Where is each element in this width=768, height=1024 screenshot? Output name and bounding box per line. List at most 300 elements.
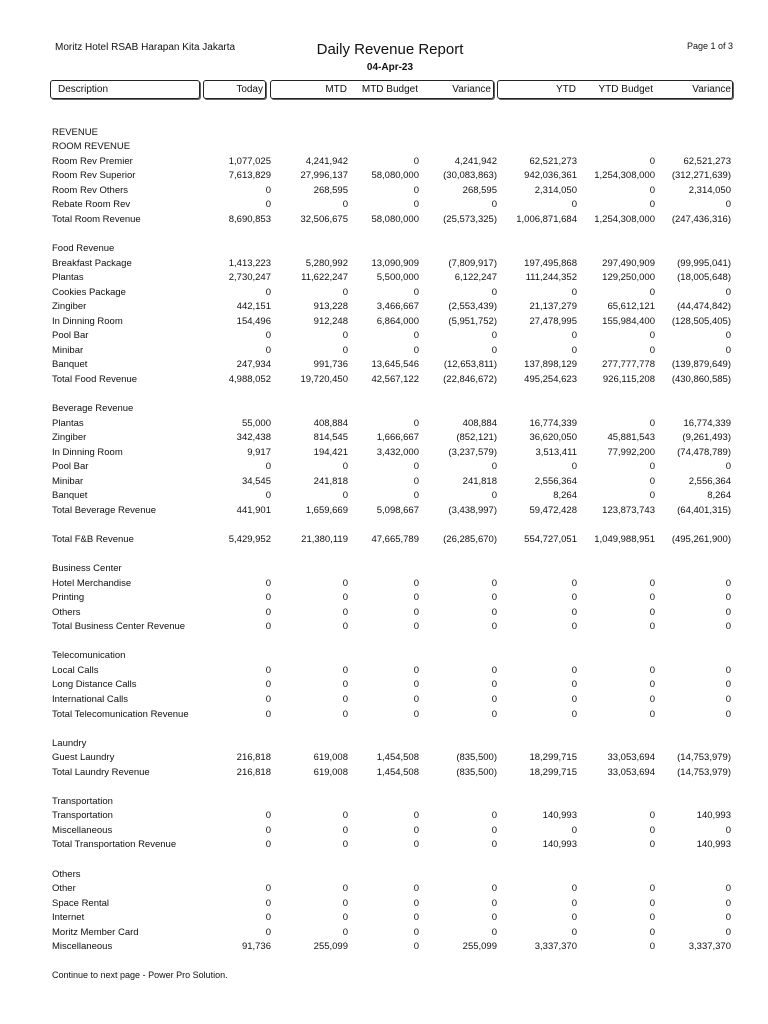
cell-today: 0: [265, 926, 271, 938]
cell-mtd-variance: (3,438,997): [448, 504, 497, 516]
cell-mtd-budget: 6,864,000: [376, 315, 419, 327]
cell-ytd-budget: 0: [649, 490, 655, 502]
row-label: Banquet: [52, 490, 88, 502]
cell-mtd-variance: (26,285,670): [443, 534, 497, 545]
cell-mtd-budget: 13,645,546: [371, 359, 419, 371]
section-heading: Business Center: [52, 563, 122, 575]
table-row: [52, 504, 731, 519]
cell-mtd: 0: [342, 839, 348, 851]
cell-mtd: 0: [342, 694, 348, 706]
cell-mtd-variance: (835,500): [456, 766, 497, 778]
cell-mtd-variance: 0: [491, 839, 497, 851]
cell-ytd-variance: 0: [725, 344, 731, 356]
cell-ytd-budget: 33,053,694: [607, 752, 655, 764]
cell-ytd-variance: (14,753,979): [677, 752, 731, 764]
cell-ytd-budget: 0: [649, 708, 655, 720]
cell-ytd: 3,513,411: [535, 446, 577, 458]
cell-today: 0: [265, 330, 271, 342]
column-header-description: Description: [58, 84, 109, 95]
cell-ytd-budget: 65,612,121: [607, 301, 655, 313]
table-row: [52, 708, 731, 723]
cell-ytd-variance: 0: [725, 679, 731, 691]
cell-mtd-budget: 0: [413, 912, 419, 924]
cell-mtd-variance: 4,241,942: [454, 155, 497, 167]
row-label: Hotel Merchandise: [52, 577, 132, 589]
cell-mtd-budget: 0: [413, 286, 419, 298]
cell-mtd-variance: 6,122,247: [454, 272, 497, 284]
cell-ytd-variance: 2,314,050: [688, 184, 731, 196]
cell-mtd-variance: 0: [491, 679, 497, 691]
table-row: [52, 766, 731, 781]
cell-mtd-budget: 0: [413, 199, 419, 211]
report-section: [52, 242, 731, 387]
cell-ytd-variance: 2,556,364: [688, 475, 731, 487]
cell-ytd: 111,244,352: [525, 272, 577, 284]
cell-mtd-variance: 0: [491, 606, 497, 618]
cell-mtd: 0: [342, 708, 348, 720]
column-header-mtd-variance: Variance: [452, 84, 491, 95]
cell-today: 0: [265, 708, 271, 720]
cell-mtd-variance: 0: [491, 926, 497, 938]
row-label: Pool Bar: [52, 461, 89, 473]
cell-mtd-budget: 0: [413, 926, 419, 938]
cell-ytd-variance: 0: [725, 912, 731, 924]
cell-ytd-budget: 0: [649, 839, 655, 851]
cell-mtd-variance: 241,818: [462, 475, 497, 487]
cell-ytd-variance: 0: [725, 199, 731, 211]
row-label: Pool Bar: [52, 330, 89, 342]
cell-today: 0: [265, 184, 271, 196]
cell-mtd-budget: 0: [413, 708, 419, 720]
cell-ytd: 0: [571, 199, 577, 211]
cell-ytd: 18,299,715: [529, 752, 577, 764]
cell-ytd: 0: [571, 926, 577, 938]
table-row: [52, 533, 731, 548]
cell-today: 0: [265, 839, 271, 851]
row-label: International Calls: [52, 694, 129, 706]
cell-ytd-variance: (128,505,405): [671, 315, 731, 327]
cell-ytd: 0: [571, 679, 577, 691]
cell-ytd-budget: 0: [649, 897, 655, 909]
cell-ytd-variance: (139,879,649): [671, 359, 731, 371]
cell-mtd: 0: [342, 926, 348, 938]
cell-mtd-budget: 0: [413, 883, 419, 895]
report-section: [52, 126, 731, 228]
table-row: [52, 446, 731, 461]
cell-today: 247,934: [236, 359, 271, 371]
cell-mtd: 619,008: [313, 752, 348, 764]
cell-ytd-variance: 16,774,339: [683, 417, 731, 429]
cell-ytd-budget: 1,049,988,951: [594, 534, 655, 545]
cell-mtd-variance: (5,951,752): [448, 315, 497, 327]
cell-ytd: 62,521,273: [529, 155, 577, 167]
report-table: [52, 126, 731, 955]
cell-ytd-budget: 0: [649, 461, 655, 473]
cell-ytd: 16,774,339: [529, 417, 577, 429]
cell-ytd: 2,556,364: [534, 475, 577, 487]
row-label: Miscellaneous: [52, 941, 113, 953]
row-label: Room Rev Others: [52, 184, 129, 196]
table-row: [52, 838, 731, 853]
cell-mtd-budget: 0: [413, 839, 419, 851]
cell-today: 0: [265, 490, 271, 502]
cell-ytd-budget: 0: [649, 824, 655, 836]
cell-mtd-variance: 0: [491, 199, 497, 211]
cell-ytd: 59,472,428: [529, 504, 577, 516]
table-row: [52, 460, 731, 475]
table-row: [52, 257, 731, 272]
cell-ytd-budget: 0: [649, 810, 655, 822]
cell-today: 1,413,223: [228, 257, 271, 269]
cell-ytd-variance: 0: [725, 926, 731, 938]
cell-mtd: 0: [342, 461, 348, 473]
cell-mtd-variance: 0: [491, 810, 497, 822]
cell-today: 0: [265, 199, 271, 211]
cell-mtd-budget: 1,454,508: [376, 752, 419, 764]
cell-today: 0: [265, 897, 271, 909]
row-label: Space Rental: [52, 897, 110, 909]
cell-today: 0: [265, 344, 271, 356]
cell-mtd-variance: 0: [491, 490, 497, 502]
section-heading: Beverage Revenue: [52, 403, 134, 415]
cell-ytd-variance: 0: [725, 708, 731, 720]
cell-today: 442,151: [236, 301, 271, 313]
cell-ytd-variance: 0: [725, 577, 731, 589]
row-label: Other: [52, 883, 76, 895]
cell-today: 1,077,025: [228, 155, 271, 167]
cell-ytd-budget: 155,984,400: [602, 315, 655, 327]
cell-ytd-variance: 0: [725, 461, 731, 473]
cell-mtd-variance: 0: [491, 824, 497, 836]
cell-mtd: 0: [342, 199, 348, 211]
cell-ytd-variance: 140,993: [696, 810, 731, 822]
row-label: Internet: [52, 912, 85, 924]
cell-ytd-budget: 0: [649, 926, 655, 938]
row-label: Total Room Revenue: [52, 213, 141, 225]
cell-ytd-budget: 0: [649, 912, 655, 924]
cell-ytd-budget: 1,254,308,000: [594, 170, 655, 182]
section-heading: Telecomunication: [52, 650, 126, 662]
row-label: Moritz Member Card: [52, 926, 139, 938]
row-label: Total Telecomunication Revenue: [52, 708, 189, 720]
cell-mtd-variance: 0: [491, 708, 497, 720]
cell-mtd-budget: 58,080,000: [371, 213, 419, 225]
table-row: [52, 911, 731, 926]
row-label: Room Rev Superior: [52, 170, 136, 182]
cell-today: 154,496: [236, 315, 271, 327]
section-heading: Others: [52, 868, 81, 880]
table-row: [52, 940, 731, 955]
table-row: [52, 475, 731, 490]
cell-ytd-variance: 0: [725, 286, 731, 298]
cell-mtd-budget: 3,466,667: [376, 301, 419, 313]
cell-ytd: 8,264: [553, 490, 577, 502]
cell-mtd-budget: 42,567,122: [371, 373, 419, 385]
cell-today: 0: [265, 679, 271, 691]
page-indicator: Page 1 of 3: [686, 41, 733, 51]
cell-ytd: 197,495,868: [524, 257, 577, 269]
row-label: Zingiber: [52, 301, 87, 313]
cell-mtd-budget: 0: [413, 621, 419, 633]
cell-mtd-variance: 0: [491, 461, 497, 473]
cell-mtd-budget: 5,098,667: [376, 504, 419, 516]
cell-mtd-variance: 0: [491, 883, 497, 895]
cell-mtd-variance: (852,121): [456, 432, 497, 444]
cell-mtd-budget: 1,666,667: [376, 432, 419, 444]
cell-mtd-budget: 0: [413, 592, 419, 604]
cell-mtd: 0: [342, 664, 348, 676]
row-label: Total Food Revenue: [52, 373, 138, 385]
cell-ytd-budget: 1,254,308,000: [594, 213, 655, 225]
cell-ytd-budget: 77,992,200: [607, 446, 655, 458]
column-header-today: Today: [236, 84, 263, 95]
cell-mtd-variance: (12,653,811): [443, 359, 497, 371]
cell-ytd-variance: (99,995,041): [677, 257, 731, 269]
cell-mtd: 912,248: [313, 315, 348, 327]
row-label: Minibar: [52, 344, 84, 356]
table-row: [52, 271, 731, 286]
cell-ytd-budget: 0: [649, 475, 655, 487]
cell-ytd: 140,993: [542, 839, 577, 851]
cell-today: 5,429,952: [228, 534, 271, 545]
cell-ytd-variance: 140,993: [696, 839, 731, 851]
cell-ytd: 554,727,051: [524, 534, 577, 545]
row-label: Minibar: [52, 475, 84, 487]
cell-ytd-variance: 0: [725, 883, 731, 895]
cell-mtd-budget: 0: [413, 664, 419, 676]
cell-today: 91,736: [241, 941, 271, 953]
table-row: [52, 591, 731, 606]
cell-today: 0: [265, 592, 271, 604]
table-row: [52, 620, 731, 635]
cell-ytd: 2,314,050: [534, 184, 577, 196]
cell-today: 441,901: [236, 504, 271, 516]
cell-ytd-variance: 3,337,370: [688, 941, 731, 953]
section-heading: Laundry: [52, 737, 87, 749]
cell-today: 0: [265, 664, 271, 676]
report-section: [52, 533, 731, 548]
cell-mtd: 0: [342, 606, 348, 618]
row-label: Cookies Package: [52, 286, 126, 298]
cell-ytd: 0: [571, 286, 577, 298]
cell-ytd-variance: (247,436,316): [671, 213, 731, 225]
cell-mtd: 619,008: [313, 766, 348, 778]
row-label: Long Distance Calls: [52, 679, 137, 691]
cell-mtd: 241,818: [313, 475, 348, 487]
cell-ytd: 0: [571, 912, 577, 924]
cell-mtd: 11,622,247: [301, 272, 348, 284]
cell-ytd-budget: 123,873,743: [602, 504, 655, 516]
cell-ytd: 137,898,129: [524, 359, 577, 371]
cell-ytd-variance: 0: [725, 897, 731, 909]
column-header-mtd-budget: MTD Budget: [361, 84, 418, 95]
cell-mtd: 0: [342, 330, 348, 342]
cell-mtd-budget: 13,090,909: [371, 257, 419, 269]
table-row: [52, 809, 731, 824]
cell-mtd-variance: 0: [491, 577, 497, 589]
cell-mtd: 0: [342, 490, 348, 502]
cell-mtd-budget: 0: [413, 577, 419, 589]
table-row: [52, 169, 731, 184]
table-row: [52, 344, 731, 359]
row-label: Total Laundry Revenue: [52, 766, 150, 778]
row-label: Total Business Center Revenue: [52, 621, 186, 633]
cell-ytd-variance: 0: [725, 664, 731, 676]
cell-mtd-budget: 5,500,000: [376, 272, 419, 284]
cell-ytd-variance: (14,753,979): [677, 766, 731, 778]
hotel-name: Moritz Hotel RSAB Harapan Kita Jakarta: [55, 42, 236, 53]
cell-mtd: 194,421: [313, 446, 348, 458]
cell-today: 2,730,247: [228, 272, 271, 284]
cell-mtd: 0: [342, 912, 348, 924]
cell-ytd-budget: 0: [649, 577, 655, 589]
cell-mtd-budget: 0: [413, 490, 419, 502]
cell-mtd-budget: 0: [413, 417, 419, 429]
cell-ytd: 0: [571, 883, 577, 895]
cell-ytd: 0: [571, 330, 577, 342]
cell-mtd-variance: 408,884: [462, 417, 497, 429]
cell-mtd: 0: [342, 577, 348, 589]
table-row: [52, 693, 731, 708]
cell-ytd-budget: 0: [649, 592, 655, 604]
cell-mtd-budget: 0: [413, 897, 419, 909]
cell-mtd-variance: 255,099: [462, 941, 497, 953]
row-label: In Dinning Room: [52, 446, 123, 458]
cell-mtd-variance: (2,553,439): [448, 301, 497, 313]
row-label: Local Calls: [52, 664, 99, 676]
cell-today: 0: [265, 883, 271, 895]
cell-ytd-budget: 0: [649, 417, 655, 429]
cell-today: 0: [265, 912, 271, 924]
cell-ytd: 0: [571, 606, 577, 618]
cell-ytd-variance: 0: [725, 330, 731, 342]
cell-mtd-budget: 0: [413, 679, 419, 691]
cell-mtd-variance: (7,809,917): [448, 257, 497, 269]
cell-mtd-budget: 0: [413, 461, 419, 473]
cell-mtd-variance: (22,846,672): [443, 373, 497, 385]
cell-ytd-variance: (18,005,648): [677, 272, 731, 284]
cell-mtd: 0: [342, 344, 348, 356]
cell-ytd-variance: (74,478,789): [677, 446, 731, 458]
cell-ytd: 27,478,995: [529, 315, 577, 327]
cell-today: 8,690,853: [228, 213, 271, 225]
row-label: Zingiber: [52, 432, 87, 444]
section-heading: Transportation: [52, 795, 113, 807]
table-row: [52, 751, 731, 766]
cell-mtd-budget: 1,454,508: [376, 766, 419, 778]
cell-mtd: 0: [342, 592, 348, 604]
cell-ytd-variance: (495,261,900): [671, 534, 731, 545]
cell-ytd-budget: 33,053,694: [607, 766, 655, 778]
report-section: [52, 795, 731, 853]
cell-mtd-budget: 0: [413, 941, 419, 953]
cell-mtd-variance: 0: [491, 286, 497, 298]
report-section: [52, 402, 731, 518]
cell-mtd: 991,736: [313, 359, 348, 371]
cell-ytd: 0: [571, 897, 577, 909]
cell-mtd-budget: 0: [413, 184, 419, 196]
row-label: Room Rev Premier: [52, 155, 133, 167]
cell-ytd: 0: [571, 824, 577, 836]
cell-mtd: 32,506,675: [300, 213, 348, 225]
cell-ytd-budget: 45,881,543: [607, 432, 655, 444]
cell-mtd: 5,280,992: [305, 257, 348, 269]
table-row: [52, 678, 731, 693]
row-label: Plantas: [52, 272, 84, 284]
cell-ytd-budget: 0: [649, 621, 655, 633]
report-section: [52, 737, 731, 781]
cell-ytd-budget: 926,115,208: [602, 373, 655, 385]
cell-mtd: 21,380,119: [301, 534, 348, 545]
cell-mtd: 4,241,942: [305, 155, 348, 167]
cell-mtd: 0: [342, 897, 348, 909]
cell-mtd-variance: (835,500): [456, 752, 497, 764]
cell-today: 7,613,829: [228, 170, 271, 182]
cell-mtd-variance: 268,595: [462, 184, 497, 196]
cell-mtd-budget: 0: [413, 824, 419, 836]
cell-mtd: 255,099: [313, 941, 348, 953]
column-header-mtd: MTD: [325, 84, 347, 95]
cell-ytd-budget: 0: [649, 606, 655, 618]
cell-ytd-budget: 0: [649, 330, 655, 342]
cell-mtd-variance: 0: [491, 330, 497, 342]
row-label: Plantas: [52, 417, 84, 429]
cell-ytd: 18,299,715: [529, 766, 577, 778]
cell-ytd-variance: (64,401,315): [677, 504, 731, 516]
cell-ytd: 495,254,623: [524, 373, 577, 385]
report-section: [52, 868, 731, 955]
cell-ytd-variance: 0: [725, 694, 731, 706]
cell-ytd-variance: (44,474,842): [677, 301, 731, 313]
cell-ytd: 21,137,279: [529, 301, 577, 313]
cell-mtd-budget: 0: [413, 694, 419, 706]
table-row: [52, 373, 731, 388]
cell-ytd-budget: 0: [649, 679, 655, 691]
cell-mtd: 268,595: [313, 184, 348, 196]
table-row: [52, 664, 731, 679]
cell-ytd: 0: [571, 708, 577, 720]
section-heading: Food Revenue: [52, 243, 115, 255]
cell-mtd: 0: [342, 883, 348, 895]
cell-mtd: 0: [342, 621, 348, 633]
table-row: [52, 300, 731, 315]
cell-today: 0: [265, 461, 271, 473]
cell-mtd-variance: (25,573,325): [443, 213, 497, 225]
row-label: Breakfast Package: [52, 257, 132, 269]
cell-ytd-budget: 0: [649, 286, 655, 298]
cell-mtd-budget: 47,665,789: [371, 534, 419, 545]
cell-ytd-budget: 0: [649, 184, 655, 196]
cell-today: 0: [265, 606, 271, 618]
table-row: [52, 315, 731, 330]
cell-mtd: 0: [342, 824, 348, 836]
table-row: [52, 286, 731, 301]
report-section: [52, 649, 731, 722]
section-heading: REVENUE: [52, 126, 98, 138]
cell-mtd: 0: [342, 810, 348, 822]
row-label: Total F&B Revenue: [52, 534, 134, 545]
report-section: [52, 562, 731, 635]
cell-mtd-budget: 0: [413, 155, 419, 167]
cell-mtd-budget: 0: [413, 606, 419, 618]
cell-ytd: 0: [571, 621, 577, 633]
cell-ytd-budget: 297,490,909: [602, 257, 655, 269]
cell-today: 216,818: [236, 752, 271, 764]
cell-mtd-budget: 3,432,000: [376, 446, 419, 458]
table-row: [52, 897, 731, 912]
cell-mtd-variance: 0: [491, 912, 497, 924]
row-label: Total Transportation Revenue: [52, 839, 177, 851]
